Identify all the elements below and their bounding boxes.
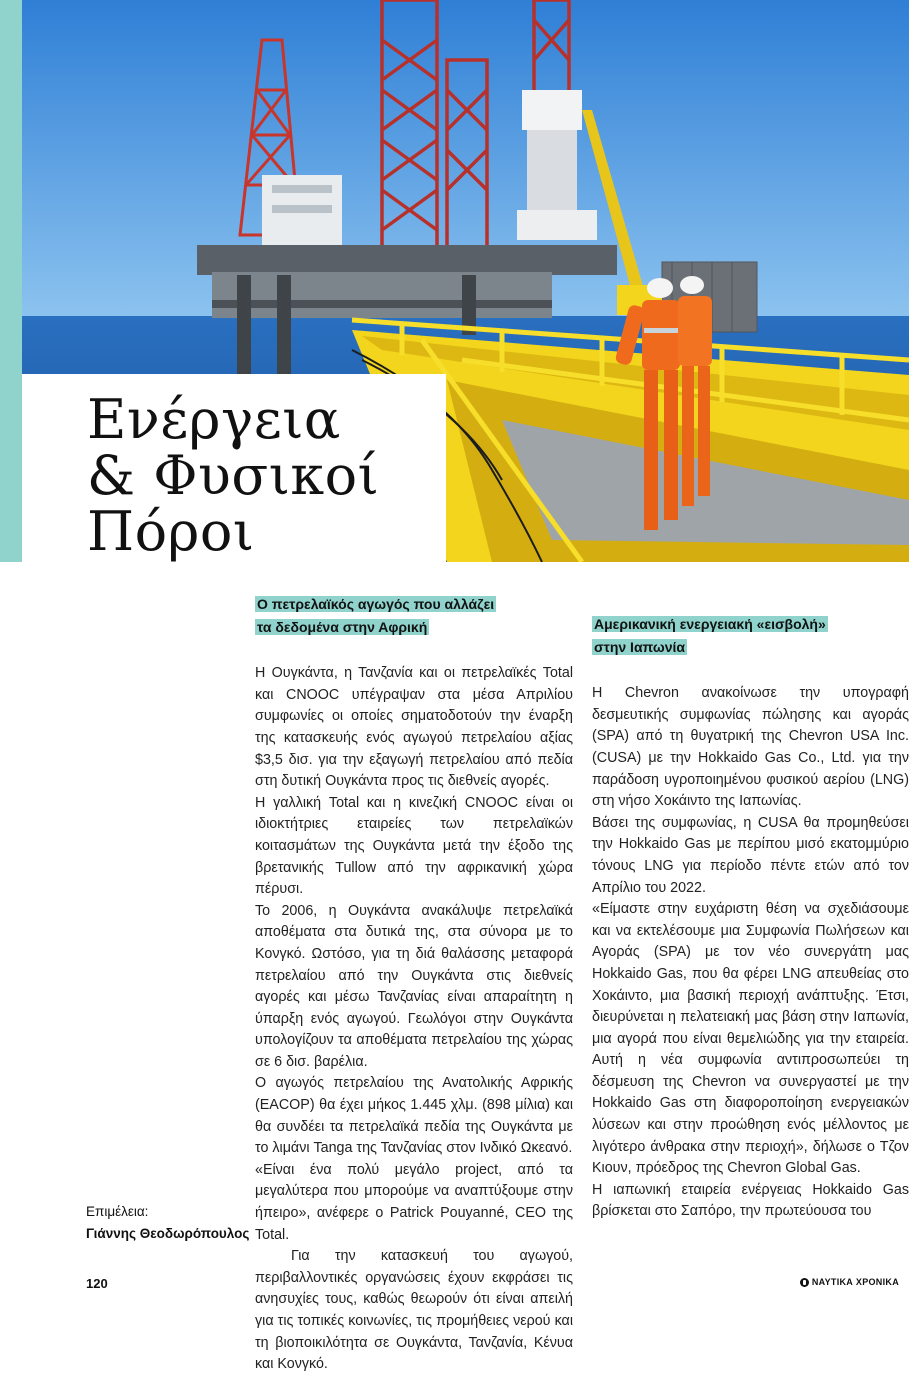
magazine-logo-icon <box>800 1278 809 1287</box>
article1-paragraph: Για την κατασκευή του αγωγού, περιβαλλοντικές οργανώσεις έχουν εκφράσει τις ανησυχίες τους, καθώς θεωρούν ότι είναι απειλή για τις τοπικές κοινωνίες, τις προμήθειες νερού και τη βιοποικιλότητα σε Ουγκάντα, Τανζανία, Κένυα και Κονγκό. <box>255 1248 573 1373</box>
accent-bar <box>0 0 22 562</box>
article1-paragraph: Η Ουγκάντα, η Τανζανία και οι πετρελαϊκές Total και CNOOC υπέγραψαν στα μέσα Απριλίου συμφωνίες οι οποίες σηματοδοτούν την έναρξη της κατασκευής ενός αγωγού πετρελαίου αξίας $3,5 δισ. για την εξαγωγή πετρελαίου από πεδία στη δυτική Ουγκάντα προς τις διεθνείς αγορές. <box>255 665 573 790</box>
article2-heading-line-2: στην Ιαπωνία <box>594 638 685 655</box>
article2-paragraph: Η Chevron ανακοίνωσε την υπογραφή δεσμευτικής συμφωνίας πώλησης και αγοράς (SPA) από τη θυγατρική της Chevron USA Inc. (CUSA) με την Hokkaido Gas Co., Ltd. για την παράδοση υγροποιημένου φυσικού αερίου (LNG) στη νήσο Χοκάιντο της Ιαπωνίας. <box>592 685 909 810</box>
article2-heading-line-1: Αμερικανική ενεργειακή «εισβολή» <box>594 616 826 632</box>
section-title <box>87 388 380 563</box>
section-title-line-3: Πόροι <box>87 500 255 563</box>
article1-paragraph: Η γαλλική Total και η κινεζική CNOOC είναι οι ιδιοκτήτριες εταιρείες των πετρελαϊκών κοιτασμάτων της Ουγκάντα μετά την έξοδο της βρετανικής Tullow από την αφρικανική χώρα πέρυσι. <box>255 794 573 898</box>
page-number: 120 <box>86 1276 108 1291</box>
article1-heading-line-1: Ο πετρελαϊκός αγωγός που αλλάζει <box>257 596 495 612</box>
section-title-line-1: Ενέργεια <box>87 388 341 451</box>
article2-paragraph: Βάσει της συμφωνίας, η CUSA θα προμηθεύσει την Hokkaido Gas με περίπου μισό εκατομμύριο τόνους LNG για περίοδο πέντε ετών από τον Απρίλιο του 2022. <box>592 814 909 896</box>
section-title-box <box>22 374 446 562</box>
article-column-1 <box>255 594 573 1376</box>
article2-heading <box>592 614 872 659</box>
article2-paragraph: Η ιαπωνική εταιρεία ενέργειας Hokkaido Gas βρίσκεται στο Σαπόρο, την πρωτεύουσα του <box>592 1181 909 1220</box>
article1-paragraph: Το 2006, η Ουγκάντα ανακάλυψε πετρελαϊκά αποθέματα στα δυτικά της, στα σύνορα με το Κονγκό. Ωστόσο, για τη διά θαλάσσης μεταφορά πετρελαίου από την Ουγκάντα στις διεθνείς αγορές και μέσω Τανζανίας είναι απαραίτητη η ύπαρξη ενός αγωγού. Γεωλόγοι στην Ουγκάντα υπολογίζουν τα αποθέματα πετρελαίου της χώρας σε 6 δισ. βαρέλια. <box>255 902 573 1070</box>
article-column-2 <box>592 594 909 1223</box>
editor-credit-name: Γιάννης Θεοδωρόπουλος <box>86 1226 250 1241</box>
article2-paragraph: «Είμαστε στην ευχάριστη θέση να σχεδιάσουμε και να εκτελέσουμε μια Συμφωνία Πωλήσεων και Αγοράς (SPA) με τον νέο συνεργάτη μας Hokkaido Gas, που θα φέρει LNG απευθείας στο Χοκάιντο, μια βασική περιοχή ανάπτυξης. Έτσι, διευρύνεται η πελατειακή μας βάση στην Ιαπωνία, μια αγορά που είναι θεμελιώδης για την εταιρεία. Αυτή η νέα συμφωνία αντιπροσωπεύει τη δέσμευση της Chevron να συνεργαστεί με την Hokkaido Gas στη διαφοροποίηση ενεργειακών λύσεων και στην προώθηση ενός μέλλοντος με λιγότερο άνθρακα στην περιοχή», δήλωσε ο Τζον Κιουν, πρόεδρος της Chevron Global Gas. <box>592 901 909 1177</box>
magazine-name: ΝΑΥΤΙΚΑ ΧΡΟΝΙΚΑ <box>811 1277 899 1287</box>
article1-heading <box>255 594 535 639</box>
editor-credit-label: Επιμέλεια: <box>86 1204 149 1219</box>
section-title-line-2: & Φυσικοί <box>87 444 380 507</box>
editor-credit <box>86 1201 249 1245</box>
article1-paragraph: «Είναι ένα πολύ μεγάλο project, από τα μεγαλύτερα που μπορούμε να αναπτύξουμε στην ήπειρο», ανέφερε ο Patrick Pouyanné, CEO της Total. <box>255 1161 573 1243</box>
magazine-footer <box>800 1277 899 1287</box>
article1-paragraph: Ο αγωγός πετρελαίου της Ανατολικής Αφρικής (EACOP) θα έχει μήκος 1.445 χλμ. (898 μίλια) και θα συνδέει τα πετρελαϊκά πεδία της Ουγκάντα με το λιμάνι Tanga της Τανζανίας στον Ινδικό Ωκεανό. <box>255 1075 573 1157</box>
article1-heading-line-2: τα δεδομένα στην Αφρική <box>257 618 428 635</box>
